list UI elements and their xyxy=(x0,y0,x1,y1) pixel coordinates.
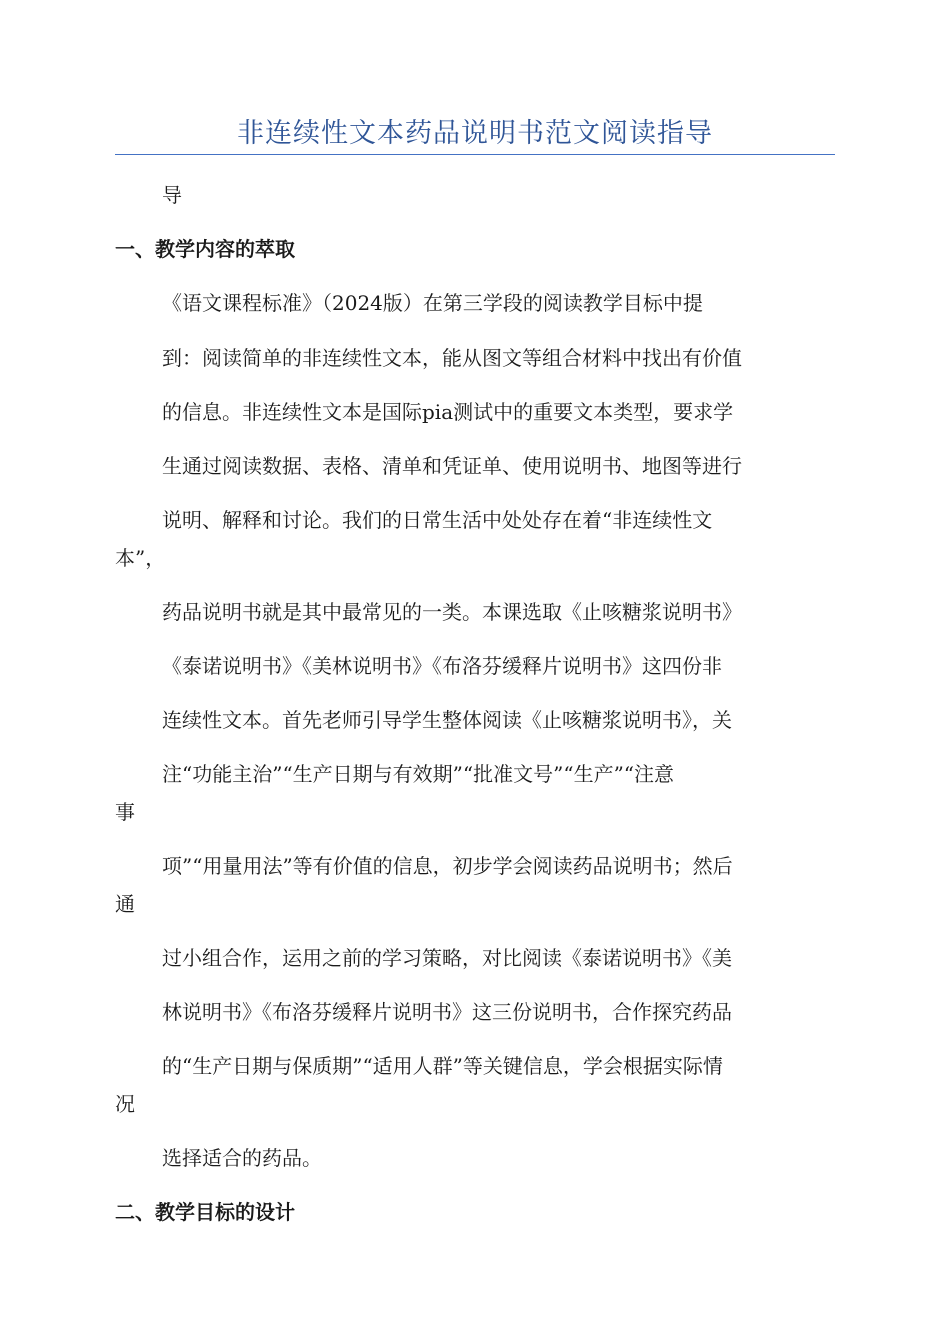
intro-fragment: 导 xyxy=(162,183,182,207)
paragraph-line: 注“功能主治”“生产日期与有效期”“批准文号”“生产”“注意 xyxy=(162,762,675,786)
title-underline xyxy=(115,154,835,155)
paragraph-line: 通 xyxy=(115,892,135,916)
paragraph-line: 《语文课程标准》（2024版）在第三学段的阅读教学目标中提 xyxy=(162,291,703,315)
paragraph-line: 说明、解释和讨论。我们的日常生活中处处存在着“非连续性文 xyxy=(162,508,713,532)
document-title: 非连续性文本药品说明书范文阅读指导 xyxy=(237,118,713,149)
paragraph-line: 连续性文本。首先老师引导学生整体阅读《止咳糖浆说明书》，关 xyxy=(162,708,732,732)
paragraph-line: 生通过阅读数据、表格、清单和凭证单、使用说明书、地图等进行 xyxy=(162,454,742,478)
paragraph-line: 过小组合作，运用之前的学习策略，对比阅读《泰诺说明书》《美 xyxy=(162,946,732,970)
section-heading-1: 一、教学内容的萃取 xyxy=(115,237,295,261)
paragraph-line: 事 xyxy=(115,800,135,824)
paragraph-line: 到：阅读简单的非连续性文本，能从图文等组合材料中找出有价值 xyxy=(162,346,742,370)
paragraph-line: 况 xyxy=(115,1092,135,1116)
paragraph-line: 项”“用量用法”等有价值的信息，初步学会阅读药品说明书；然后 xyxy=(162,854,733,878)
paragraph-line: 林说明书》《布洛芬缓释片说明书》这三份说明书，合作探究药品 xyxy=(162,1000,732,1024)
paragraph-line: 选择适合的药品。 xyxy=(162,1146,322,1170)
section-heading-2: 二、教学目标的设计 xyxy=(115,1200,295,1224)
paragraph-line: 本”， xyxy=(115,546,166,570)
paragraph-line: 《泰诺说明书》《美林说明书》《布洛芬缓释片说明书》这四份非 xyxy=(162,654,722,678)
paragraph-line: 的信息。非连续性文本是国际pia测试中的重要文本类型，要求学 xyxy=(162,400,734,424)
paragraph-line: 药品说明书就是其中最常见的一类。本课选取《止咳糖浆说明书》 xyxy=(162,600,742,624)
paragraph-line: 的“生产日期与保质期”“适用人群”等关键信息，学会根据实际情 xyxy=(162,1054,723,1078)
